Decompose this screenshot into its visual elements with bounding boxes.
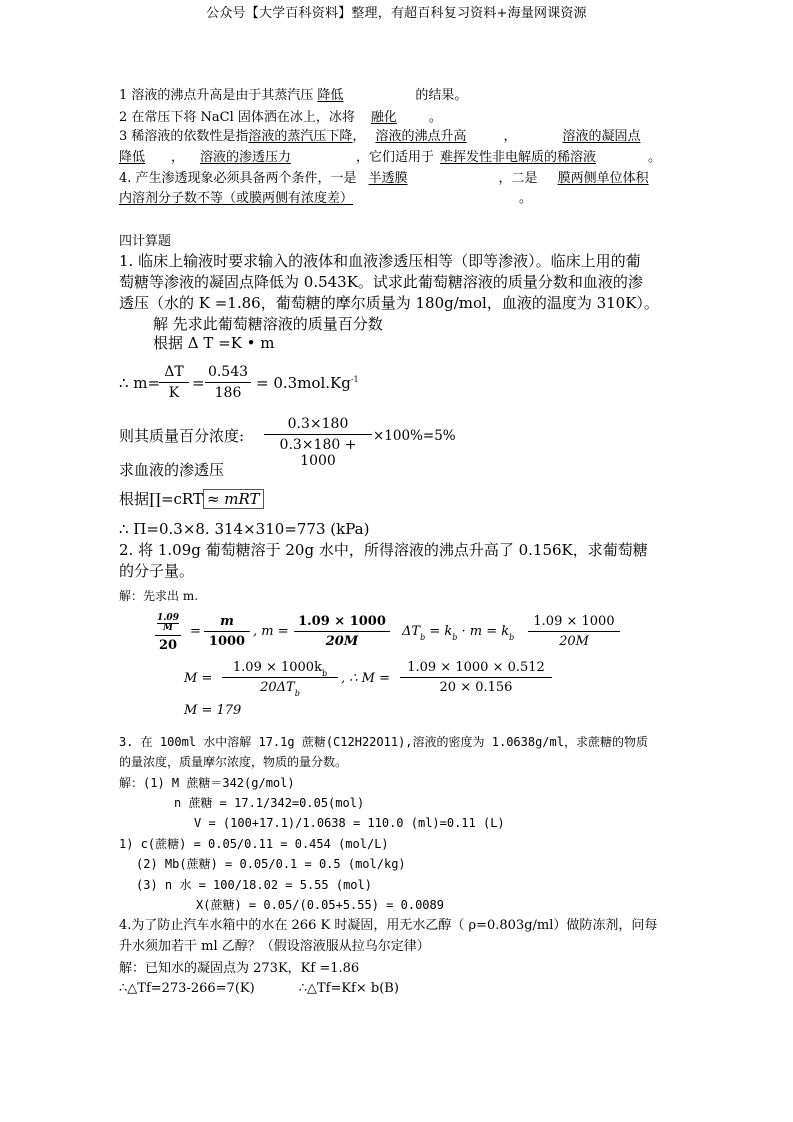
q3-answer-1: 溶液的蒸汽压下降 <box>248 129 353 144</box>
q3-text-mid: ，它们适用于 <box>356 150 435 165</box>
problem-3-step-7: X(蔗糖) = 0.05/(0.05+5.55) = 0.0089 <box>196 898 444 912</box>
fraction-109M-over-20 <box>155 614 181 653</box>
fraction-denominator: 1000 <box>204 631 250 649</box>
fraction-1090k-over-20dT <box>222 660 338 698</box>
fraction-numerator: $1.09 \times 1000k_b$ <box>232 660 328 678</box>
fraction-1090-over-20M <box>294 614 390 649</box>
osmotic-pressure-formula <box>119 490 264 509</box>
inner-numerator: 1.09 <box>157 613 179 623</box>
q4-answer-1: 半透膜 <box>368 171 408 186</box>
q3-text-end: 。 <box>648 150 662 165</box>
q3-answer-3b: 降低 <box>119 150 146 165</box>
fraction-denominator: 0.3×180 + 1000 <box>264 434 372 469</box>
problem-3-step-6: (3) n 水 = 100/18.02 = 5.55 (mol) <box>136 878 372 892</box>
fill-question-2 <box>119 110 442 126</box>
q2-text-end: 。 <box>428 110 442 125</box>
problem-2-solution-intro: 解：先求出 m. <box>119 589 199 603</box>
q2-answer: 融化 <box>370 110 397 125</box>
q2-text: 2 在常压下将 NaCl 固体洒在冰上，冰将 <box>119 110 355 125</box>
problem-3-line2: 的量浓度，质量摩尔浓度，物质的量分数。 <box>119 755 348 769</box>
problem-1-solution-line1: 解 先求此葡萄糖溶液的质量百分数 <box>153 315 383 333</box>
q4-text-mid: ，二是 <box>498 171 538 186</box>
mass-fraction-label: 则其质量百分浓度: <box>119 427 245 445</box>
fraction-denominator: 20 × 0.156 <box>400 677 552 695</box>
problem-3-step-2: n 蔗糖 = 17.1/342=0.05(mol) <box>174 796 365 810</box>
therefore-M-text: , ∴ M = <box>341 671 391 686</box>
problem-3-step-1: 解：(1) M 蔗糖＝342(g/mol) <box>119 776 295 790</box>
fraction-numerator: 1.09 × 1000 <box>298 614 386 629</box>
q4-text: 4. 产生渗透现象必须具备两个条件，一是 <box>119 171 357 186</box>
m-equation-result <box>256 374 359 395</box>
fraction-numerator: 1.09 × 1000 × 0.512 <box>407 660 545 675</box>
q1-text-end: 的结果。 <box>415 88 468 103</box>
m-equation-prefix: ∴ m= <box>119 374 161 392</box>
fill-question-1 <box>119 88 467 104</box>
problem-3-step-5: (2) Mb(蔗糖) = 0.05/0.1 = 0.5 (mol/kg) <box>136 857 406 871</box>
delta-t-text: ΔT <box>402 624 421 639</box>
problem-4-step-1: 解：已知水的凝固点为 273K，Kf =1.86 <box>119 961 360 976</box>
m-value: = 0.3mol.Kg <box>256 374 351 392</box>
q4-text-end: 。 <box>519 191 533 206</box>
approx-mRT-box: ≈ mRT <box>203 489 264 509</box>
fraction-mass-percent <box>264 416 372 469</box>
section-title: 四计算题 <box>119 234 172 249</box>
fraction-numerator: 0.3×180 <box>287 416 349 432</box>
q3-answer-3: 溶液的凝固点 <box>562 129 641 144</box>
equals-sign: = <box>192 374 205 392</box>
osmotic-formula-text: 根据∏=cRT <box>119 490 203 508</box>
osmotic-pressure-result: ∴ Π=0.3×8. 314×310=773 (kPa) <box>119 520 370 538</box>
fraction-0543-over-186 <box>205 364 251 401</box>
fraction-denominator: K <box>159 382 189 401</box>
equals-sign: = <box>190 624 201 639</box>
fraction-denominator: 20 <box>155 635 181 653</box>
problem-3-line1: 3. 在 100ml 水中溶解 17.1g 蔗糖(C12H22O11),溶液的密度为 1.0638g/ml，求蔗糖的物质 <box>119 735 648 749</box>
problem-2-line1: 2. 将 1.09g 葡萄糖溶于 20g 水中，所得溶液的沸点升高了 0.156K，求葡萄糖 <box>119 541 648 559</box>
problem-4-line1: 4.为了防止汽车水箱中的水在 266 K 时凝固，用无水乙醇（ ρ=0.803g/ml）做防冻剂，问每 <box>119 918 658 933</box>
fraction-m-over-1000 <box>204 614 250 649</box>
fraction-numerator: m <box>220 614 234 629</box>
fill-question-4-line2 <box>119 191 532 207</box>
problem-4-line2: 升水须加若干 ml 乙醇？（假设溶液服从拉乌尔定律） <box>119 939 430 954</box>
osmotic-pressure-label: 求血液的渗透压 <box>119 461 225 479</box>
fraction-denominator: $20\Delta T_b$ <box>222 677 338 695</box>
problem-1-line2: 萄糖等渗液的凝固点降低为 0.543K。试求此葡萄糖溶液的质量分数和血液的渗 <box>119 273 643 291</box>
delta-tf-formula: ∴△Tf=Kf× b(B) <box>298 981 399 996</box>
fraction-denominator: 186 <box>205 382 251 401</box>
problem-4-step-2 <box>119 981 399 997</box>
fraction-numerator: 1.09 × 1000 <box>533 614 615 629</box>
times-m-equals-k-text: · m = k <box>461 624 510 639</box>
problem-3-step-3: V = (100+17.1)/1.0638 = 110.0 (ml)=0.11 (L) <box>194 816 505 830</box>
problem-2-line2: 的分子量。 <box>119 562 195 580</box>
q3-answer-2: 溶液的沸点升高 <box>375 129 467 144</box>
page-header: 公众号【大学百科资料】整理，有超百科复习资料+海量网课资源 <box>206 6 587 21</box>
boiling-point-relation: $\Delta T_b = k_b \cdot m = k_b$ <box>402 624 515 642</box>
fraction-numerator: ΔT <box>164 364 184 380</box>
q1-text: 1 溶液的沸点升高是由于其蒸汽压 <box>119 88 314 103</box>
fraction-denominator: 20M <box>528 631 620 649</box>
delta-tf-value: ∴△Tf=273-266=7(K) <box>119 981 255 996</box>
problem-1-solution-line2: 根据 Δ T =K • m <box>153 334 275 352</box>
fraction-1090-over-20M-2 <box>528 614 620 649</box>
m-exponent: -1 <box>350 375 359 384</box>
q3-text: 3 稀溶液的依数性是指 <box>119 129 249 144</box>
problem-1-line1: 1. 临床上输液时要求输入的液体和血液渗透压相等（即等渗液）。临床上用的葡 <box>119 252 641 270</box>
fill-question-3-line1: 3 稀溶液的依数性是指溶液的蒸汽压下降， 溶液的沸点升高 ， 溶液的凝固点 <box>119 129 641 144</box>
q4-answer-2: 膜两侧单位体积 <box>557 171 649 186</box>
mass-fraction-result: ×100%=5% <box>373 428 456 444</box>
M-equals-text: M = <box>184 671 213 686</box>
fraction-dT-over-K <box>159 364 189 401</box>
q3-answer-5: 难挥发性非电解质的稀溶液 <box>440 150 597 165</box>
problem-1-line3: 透压（水的 K =1.86，葡萄糖的摩尔质量为 180g/mol，血液的温度为 310K）。 <box>119 294 659 312</box>
equals-k-text: = k <box>429 624 453 639</box>
numerator-text: 1.09 × 1000k <box>232 660 322 675</box>
m-equals-text: , m = <box>253 624 289 639</box>
fraction-numerator: 0.543 <box>207 364 249 380</box>
q1-answer: 降低 <box>317 88 344 103</box>
fill-question-3-line2: 降低 ， 溶液的渗透压力 ，它们适用于 难挥发性非电解质的稀溶液 。 <box>119 150 662 165</box>
fraction-final-M <box>400 660 552 695</box>
q3-answer-4: 溶液的渗透压力 <box>200 150 292 165</box>
problem-2-result: M = 179 <box>184 703 242 718</box>
denominator-text: 20ΔT <box>260 680 295 695</box>
fill-question-4-line1 <box>119 171 649 187</box>
fraction-denominator: 20M <box>294 631 390 649</box>
inner-denominator: M <box>157 623 179 633</box>
problem-3-step-4: 1) c(蔗糖) = 0.05/0.11 = 0.454 (mol/L) <box>119 837 389 851</box>
q4-answer-2b: 内溶剂分子数不等（或膜两侧有浓度差） <box>119 191 354 206</box>
